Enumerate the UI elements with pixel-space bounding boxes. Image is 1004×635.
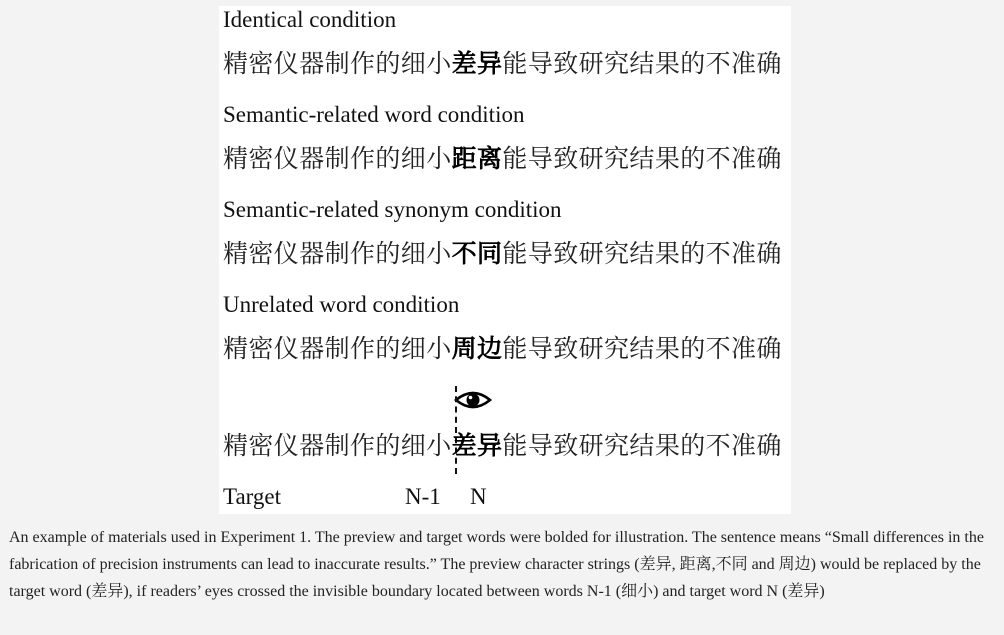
experiment-figure <box>219 6 791 514</box>
sentence-prefix: 精密仪器制作的细小 <box>223 144 452 173</box>
preview-word: 周边 <box>451 334 503 363</box>
n-label: N <box>470 484 487 509</box>
eye-icon <box>453 386 493 414</box>
caption-text: An example of materials used in Experiment 1. The preview and target words were bolded for illustration. The sentence means “Small differences in the fabrication of precision instruments can lead to inaccurate results.” The preview character strings (差异, 距离,不同 and 周边) would be replaced by the target word (差异), if readers’ eyes crossed the invisible boundary located between words N-1 (细小) and target word N (差异) <box>9 529 984 600</box>
sentence-suffix: 能导致研究结果的不准确 <box>502 334 782 363</box>
preview-word: 距离 <box>451 144 503 173</box>
sentence-prefix: 精密仪器制作的细小 <box>223 49 452 78</box>
sentence-prefix: 精密仪器制作的细小 <box>223 334 452 363</box>
condition-title: Semantic-related word condition <box>223 102 525 127</box>
condition-title: Unrelated word condition <box>223 292 460 317</box>
target-label: Target <box>223 484 281 509</box>
sentence-prefix: 精密仪器制作的细小 <box>223 431 452 460</box>
preview-word: 差异 <box>451 49 503 78</box>
condition-title: Identical condition <box>223 7 397 32</box>
target-word: 差异 <box>451 431 503 460</box>
sentence-prefix: 精密仪器制作的细小 <box>223 239 452 268</box>
figure-caption <box>9 524 1003 605</box>
condition-sentence <box>223 143 782 175</box>
condition-title: Semantic-related synonym condition <box>223 197 562 222</box>
target-sentence <box>223 430 782 462</box>
sentence-suffix: 能导致研究结果的不准确 <box>502 431 782 460</box>
condition-sentence <box>223 333 782 365</box>
condition-sentence <box>223 238 782 270</box>
sentence-suffix: 能导致研究结果的不准确 <box>502 49 782 78</box>
sentence-suffix: 能导致研究结果的不准确 <box>502 239 782 268</box>
sentence-suffix: 能导致研究结果的不准确 <box>502 144 782 173</box>
n-minus-1-label: N-1 <box>405 484 441 509</box>
preview-word: 不同 <box>451 239 503 268</box>
condition-sentence <box>223 48 782 80</box>
